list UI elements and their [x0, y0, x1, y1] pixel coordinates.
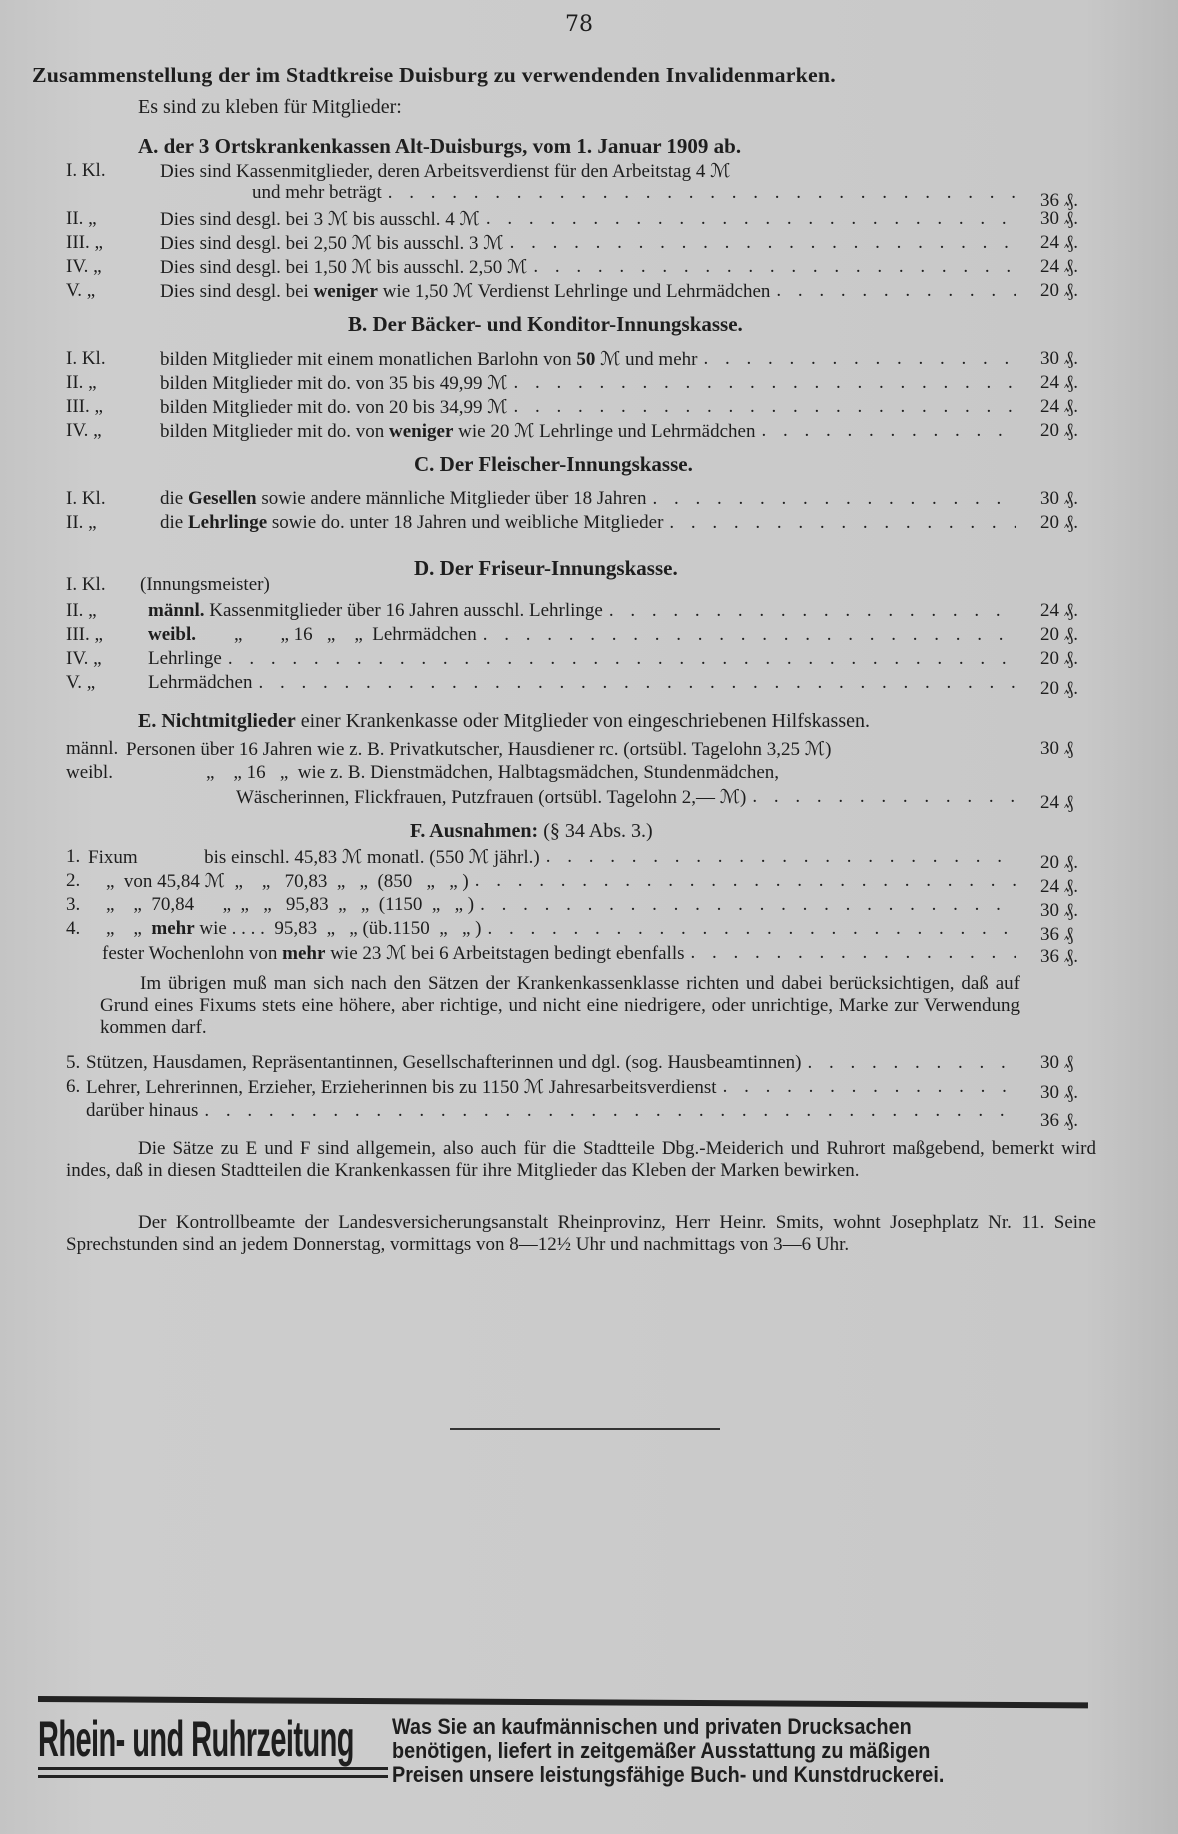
class-label: männl.: [66, 738, 119, 759]
leader-dots: [540, 846, 1016, 869]
ad-underline: [38, 1775, 388, 1778]
ad-text-line: benötigen, liefert in zeitgemäßer Ausstattung zu mäßigen: [392, 1738, 931, 1763]
class-label: IV. „: [66, 420, 102, 441]
class-label: weibl.: [66, 762, 113, 783]
table-row: [66, 372, 1096, 396]
row-text: Dies sind desgl. bei 1,50 ℳ bis ausschl. 2,50 ℳ: [160, 257, 528, 278]
class-label: V. „: [66, 672, 96, 693]
stamp-amount: 20 ₰.: [1040, 512, 1078, 533]
ad-top-rule: [38, 1696, 1088, 1708]
stamp-amount: 20 ₰.: [1040, 648, 1078, 669]
section-e-heading: E. Nichtmitglieder einer Krankenkasse oder Mitglieder von eingeschriebenen Hilfskassen.: [138, 710, 870, 732]
class-label: II. „: [66, 208, 97, 229]
row-number: 1.: [66, 846, 81, 867]
row-text: „ von 45,84 ℳ „ „ 70,83 „ „ (850 „ „ ): [106, 871, 469, 892]
stamp-amount: 36 ₰: [1040, 924, 1074, 945]
row-number: 2.: [66, 870, 81, 891]
row-text: darüber hinaus: [86, 1100, 199, 1121]
note-control-officer: Der Kontrollbeamte der Landesversicherungsanstalt Rheinprovinz, Herr Heinr. Smits, wohnt Josephplatz Nr. 11. Seine Sprechstunden sind an jedem Donnerstag, vormittags von 8—12½ Uhr und nachmittags von 3—6 Uhr.: [66, 1212, 1096, 1255]
note-e-f: Die Sätze zu E und F sind allgemein, also auch für die Stadtteile Dbg.-Meiderich und Ruhrort maßgebend, bemerkt wird indes, daß in diesen Stadtteilen die Krankenkassen für ihre Mitglieder das Kleben der Marken bewirken.: [66, 1138, 1096, 1181]
leader-dots: [382, 182, 1016, 204]
table-row: [66, 396, 1096, 420]
row-text: Personen über 16 Jahren wie z. B. Privatkutscher, Hausdiener rc. (ortsübl. Tagelohn 3,25 ℳ): [126, 739, 832, 760]
leader-dots: [646, 488, 1016, 510]
ad-text-line: Preisen unsere leistungsfähige Buch- und Kunstdruckerei.: [392, 1762, 945, 1787]
class-label: II. „: [66, 512, 97, 533]
ad-text-line: Was Sie an kaufmännischen und privaten Drucksachen: [392, 1714, 912, 1739]
note-fixum: Im übrigen muß man sich nach den Sätzen der Krankenkassenklasse richten und dabei berücksichtigen, daß auf Grund eines Fixums stets eine höhere, aber richtige, und nicht eine niedrigere, oder unrichtige, Marke zur Verwendung kommen darf.: [100, 973, 1020, 1038]
leader-dots: [474, 894, 1016, 916]
leader-dots: [770, 280, 1016, 303]
leader-dots: [746, 786, 1016, 809]
table-row: fester Wochenlohn von mehr wie 23 ℳ bei 6 Arbeitstagen bedingt ebenfalls . . . 36 ₰.: [66, 942, 1096, 966]
stamp-amount: 20 ₰.: [1040, 420, 1078, 441]
leader-dots: [504, 232, 1016, 255]
stamp-amount: 20 ₰.: [1040, 280, 1078, 301]
leader-dots: [198, 1100, 1016, 1122]
row-text: Stützen, Hausdamen, Repräsentantinnen, Gesellschafterinnen und dgl. (sog. Hausbeamtinnen): [86, 1052, 802, 1073]
leader-dots: [717, 1076, 1016, 1099]
table-row-continuation: [66, 182, 1096, 211]
table-row: [66, 672, 1096, 699]
table-row: [66, 1100, 1096, 1131]
table-row: 4. „ „ mehr wie . . . . 95,83 „ „ (üb.1150 „ „ ) . . . 36 ₰: [66, 918, 1096, 942]
stamp-amount: 24 ₰.: [1040, 600, 1078, 621]
leader-dots: [222, 648, 1016, 670]
row-number: 3.: [66, 894, 81, 915]
leader-dots: [469, 870, 1016, 893]
table-row: [66, 574, 1096, 598]
row-text: und mehr beträgt: [252, 182, 382, 203]
class-label: I. Kl.: [66, 488, 106, 509]
table-row: V. „ Dies sind desgl. bei weniger wie 1,50 ℳ Verdienst Lehrlinge und Lehrmädchen . . . 20 ₰.: [66, 280, 1096, 304]
page-title: Zusammenstellung der im Stadtkreise Duisburg zu verwendenden Invalidenmarken.: [32, 63, 836, 87]
row-text: bilden Mitglieder mit do. von 20 bis 34,99 ℳ: [160, 397, 508, 418]
ad-underline: [38, 1767, 388, 1770]
stamp-amount: 24 ₰.: [1040, 372, 1078, 393]
table-row: [66, 762, 1096, 786]
leader-dots: [697, 348, 1016, 371]
leader-dots: [508, 372, 1016, 395]
class-label: I. Kl.: [66, 574, 106, 595]
table-row: IV. „ bilden Mitglieder mit do. von weniger wie 20 ℳ Lehrlinge und Lehrmädchen . . . 20 ₰.: [66, 420, 1096, 444]
stamp-amount: 30 ₰: [1040, 738, 1074, 759]
leader-dots: [508, 396, 1016, 419]
table-row: [66, 846, 1096, 873]
leader-dots: [252, 672, 1016, 694]
row-text: (Innungsmeister): [140, 574, 270, 595]
class-label: III. „: [66, 396, 103, 417]
table-row: [66, 738, 1096, 762]
table-row: III. „ weibl. „ „ 16 „ „ Lehrmädchen . . . 20 ₰.: [66, 624, 1096, 648]
table-row: [66, 232, 1096, 256]
table-row-continuation: [66, 786, 1096, 813]
section-c-heading: C. Der Fleischer-Innungskasse.: [414, 452, 693, 476]
table-row: II. „ die Lehrlinge sowie do. unter 18 Jahren und weibliche Mitglieder . . . 20 ₰.: [66, 512, 1096, 536]
stamp-amount: 36 ₰.: [1040, 946, 1078, 967]
row-text: Lehrmädchen: [148, 672, 253, 693]
stamp-amount: 30 ₰.: [1040, 900, 1078, 921]
table-row: [66, 160, 1096, 184]
ad-brand-name: Rhein- und Ruhrzeitung: [38, 1711, 354, 1767]
table-row: II. „ männl. Kassenmitglieder über 16 Jahren ausschl. Lehrlinge . . . 24 ₰.: [66, 600, 1096, 624]
class-label: II. „: [66, 600, 97, 621]
table-row: I. Kl. bilden Mitglieder mit einem monatlichen Barlohn von 50 ℳ und mehr . . . 30 ₰.: [66, 348, 1096, 372]
row-text: „ „ 70,84 „ „ „ 95,83 „ „ (1150 „ „ ): [106, 894, 475, 915]
row-text: „ „ 16 „ wie z. B. Dienstmädchen, Halbtagsmädchen, Stundenmädchen,: [206, 762, 779, 783]
class-label: IV. „: [66, 648, 102, 669]
stamp-amount: 24 ₰.: [1040, 256, 1078, 277]
stamp-amount: 36 ₰.: [1040, 190, 1078, 211]
stamp-amount: 20 ₰.: [1040, 624, 1078, 645]
class-label: V. „: [66, 280, 96, 301]
row-text: Wäscherinnen, Flickfrauen, Putzfrauen (ortsübl. Tagelohn 2,— ℳ): [236, 787, 747, 808]
row-text: Fixum bis einschl. 45,83 ℳ monatl. (550 ℳ jährl.): [88, 847, 540, 868]
stamp-amount: 24 ₰.: [1040, 876, 1078, 897]
section-a-heading: A. der 3 Ortskrankenkassen Alt-Duisburgs, vom 1. Januar 1909 ab.: [138, 134, 742, 158]
stamp-amount: 20 ₰.: [1040, 678, 1078, 699]
leader-dots: [755, 420, 1016, 443]
row-text: Lehrer, Lehrerinnen, Erzieher, Erzieherinnen bis zu 1150 ℳ Jahresarbeitsverdienst: [86, 1077, 717, 1098]
table-row: [66, 208, 1096, 232]
table-row: [66, 1052, 1096, 1076]
stamp-amount: 30 ₰.: [1040, 488, 1078, 509]
leader-dots: [663, 512, 1016, 534]
section-b-heading: B. Der Bäcker- und Konditor-Innungskasse.: [348, 312, 743, 336]
row-text: Dies sind desgl. bei 3 ℳ bis ausschl. 4 ℳ: [160, 209, 480, 230]
leader-dots: [477, 624, 1016, 646]
page-number: 78: [565, 12, 593, 37]
stamp-amount: 24 ₰: [1040, 792, 1074, 813]
stamp-amount: 36 ₰.: [1040, 1110, 1078, 1131]
stamp-amount: 20 ₰.: [1040, 852, 1078, 873]
leader-dots: [685, 942, 1017, 965]
section-d-heading: D. Der Friseur-Innungskasse.: [414, 556, 678, 580]
section-f-heading: F. Ausnahmen: (§ 34 Abs. 3.): [410, 820, 653, 842]
class-label: I. Kl.: [66, 348, 106, 369]
leader-dots: [801, 1052, 1016, 1074]
row-text: Lehrlinge: [148, 648, 222, 669]
class-label: III. „: [66, 624, 103, 645]
stamp-amount: 30 ₰.: [1040, 1082, 1078, 1103]
row-number: 6.: [66, 1076, 81, 1097]
row-text: bilden Mitglieder mit do. von 35 bis 49,99 ℳ: [160, 373, 508, 394]
leader-dots: [527, 256, 1016, 279]
table-row: [66, 894, 1096, 921]
stamp-amount: 30 ₰.: [1040, 348, 1078, 369]
stamp-amount: 24 ₰.: [1040, 232, 1078, 253]
divider-line: [450, 1428, 720, 1430]
row-number: 5.: [66, 1052, 81, 1073]
table-row: [66, 648, 1096, 672]
leader-dots: [482, 918, 1016, 940]
table-row: [66, 1076, 1096, 1103]
row-number: 4.: [66, 918, 81, 939]
table-row: [66, 256, 1096, 280]
intro-text: Es sind zu kleben für Mitglieder:: [138, 96, 402, 118]
stamp-amount: 24 ₰.: [1040, 396, 1078, 417]
table-row: I. Kl. die Gesellen sowie andere männliche Mitglieder über 18 Jahren . . . 30 ₰.: [66, 488, 1096, 512]
leader-dots: [603, 600, 1016, 622]
stamp-amount: 30 ₰: [1040, 1052, 1074, 1073]
leader-dots: [480, 208, 1016, 231]
class-label: II. „: [66, 372, 97, 393]
class-label: IV. „: [66, 256, 102, 277]
class-label: I. Kl.: [66, 160, 106, 181]
table-row: [66, 870, 1096, 897]
row-text: Dies sind desgl. bei 2,50 ℳ bis ausschl. 3 ℳ: [160, 233, 504, 254]
ad-text: [392, 1715, 944, 1787]
class-label: III. „: [66, 232, 103, 253]
row-text: Dies sind Kassenmitglieder, deren Arbeitsverdienst für den Arbeitstag 4 ℳ: [160, 161, 731, 182]
stamp-amount: 30 ₰.: [1040, 208, 1078, 229]
